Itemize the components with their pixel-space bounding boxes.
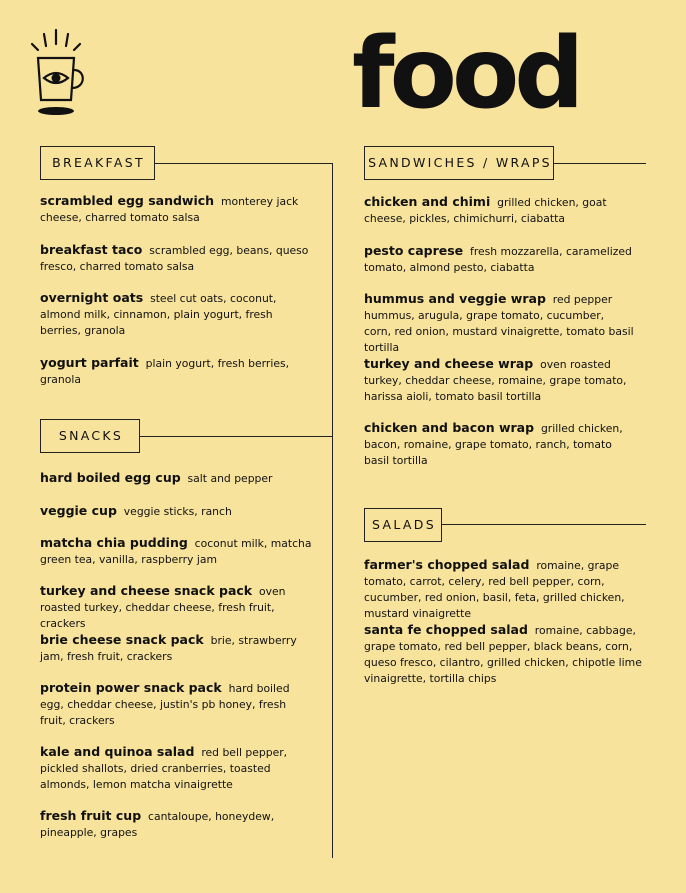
menu-item-desc: plain yogurt, fresh berries, granola — [40, 357, 290, 386]
menu-item-name: chicken and bacon wrap — [364, 420, 535, 435]
menu-item — [40, 470, 312, 487]
menu-item — [40, 503, 312, 520]
menu-item — [364, 194, 630, 227]
menu-item — [40, 242, 312, 275]
menu-item-name: brie cheese snack pack — [40, 632, 204, 647]
menu-item-desc: fresh mozzarella, caramelized tomato, almond pesto, ciabatta — [364, 245, 632, 274]
menu-item-desc: salt and pepper — [187, 472, 273, 485]
menu-item-name: scrambled egg sandwich — [40, 193, 215, 208]
menu-item-desc: steel cut oats, coconut, almond milk, cinnamon, plain yogurt, fresh berries, granola — [40, 292, 277, 337]
menu-item — [364, 356, 639, 405]
menu-item — [40, 290, 298, 339]
menu-item — [40, 808, 312, 841]
menu-item — [40, 193, 312, 226]
menu-item-desc: coconut milk, matcha green tea, vanilla, raspberry jam — [40, 537, 312, 566]
menu-item-desc: oven roasted turkey, cheddar cheese, romaine, grape tomato, harissa aioli, tomato basil tortilla — [364, 358, 627, 403]
menu-item-desc: hard boiled egg, cheddar cheese, justin's pb honey, fresh fruit, crackers — [40, 682, 290, 727]
menu-item-name: santa fe chopped salad — [364, 622, 528, 637]
menu-item-desc: grilled chicken, bacon, romaine, grape tomato, ranch, tomato basil tortilla — [364, 422, 623, 467]
menu-item — [40, 583, 312, 632]
snacks-heading: SNACKS — [40, 419, 140, 453]
column-divider — [332, 163, 333, 858]
menu-item-name: matcha chia pudding — [40, 535, 188, 550]
menu-item — [40, 632, 312, 665]
menu-item-name: yogurt parfait — [40, 355, 139, 370]
menu-item-desc: oven roasted turkey, cheddar cheese, fresh fruit, crackers — [40, 585, 286, 630]
menu-item-name: turkey and cheese snack pack — [40, 583, 253, 598]
menu-item-desc: red bell pepper, pickled shallots, dried cranberries, toasted almonds, lemon matcha vinaigrette — [40, 746, 288, 791]
menu-item-desc: brie, strawberry jam, fresh fruit, crackers — [40, 634, 297, 663]
menu-item-name: fresh fruit cup — [40, 808, 142, 823]
menu-item-name: turkey and cheese wrap — [364, 356, 534, 371]
menu-item — [364, 557, 654, 622]
menu-item-name: veggie cup — [40, 503, 117, 518]
menu-item-name: protein power snack pack — [40, 680, 222, 695]
menu-item-desc: cantaloupe, honeydew, pineapple, grapes — [40, 810, 275, 839]
menu-item-name: breakfast taco — [40, 242, 143, 257]
menu-item — [364, 420, 634, 469]
sandwiches-heading: SANDWICHES / WRAPS — [364, 146, 554, 180]
menu-item-desc: grilled chicken, goat cheese, pickles, chimichurri, ciabatta — [364, 196, 607, 225]
menu-item-name: hummus and veggie wrap — [364, 291, 546, 306]
menu-item-name: hard boiled egg cup — [40, 470, 181, 485]
menu-item-name: kale and quinoa salad — [40, 744, 195, 759]
menu-item — [364, 622, 654, 687]
coffee-cup-eye-icon — [24, 28, 88, 118]
menu-item-desc: monterey jack cheese, charred tomato salsa — [40, 195, 299, 224]
menu-item-name: farmer's chopped salad — [364, 557, 530, 572]
menu-item — [40, 355, 312, 388]
salads-heading: SALADS — [364, 508, 442, 542]
menu-item-desc: veggie sticks, ranch — [123, 505, 232, 518]
page-title: food — [352, 17, 580, 131]
menu-item — [40, 535, 312, 568]
menu-item — [40, 744, 312, 793]
menu-item — [364, 243, 654, 276]
menu-item-desc: romaine, cabbage, grape tomato, red bell pepper, black beans, corn, queso fresco, cilantro, grilled chicken, chipotle lime vinaigrette, tortilla chips — [364, 624, 642, 685]
menu-item-name: overnight oats — [40, 290, 144, 305]
menu-item-desc: red pepper hummus, arugula, grape tomato, cucumber, corn, red onion, mustard vinaigrette, tomato basil tortilla — [364, 293, 634, 354]
menu-item — [40, 680, 312, 729]
menu-item-name: chicken and chimi — [364, 194, 491, 209]
menu-item-name: pesto caprese — [364, 243, 464, 258]
menu-item — [364, 291, 634, 356]
menu-item-desc: scrambled egg, beans, queso fresco, charred tomato salsa — [40, 244, 309, 273]
menu-item-desc: romaine, grape tomato, carrot, celery, red bell pepper, corn, cucumber, red onion, basil, feta, grilled chicken, mustard vinaigrette — [364, 559, 625, 620]
breakfast-heading: BREAKFAST — [40, 146, 155, 180]
